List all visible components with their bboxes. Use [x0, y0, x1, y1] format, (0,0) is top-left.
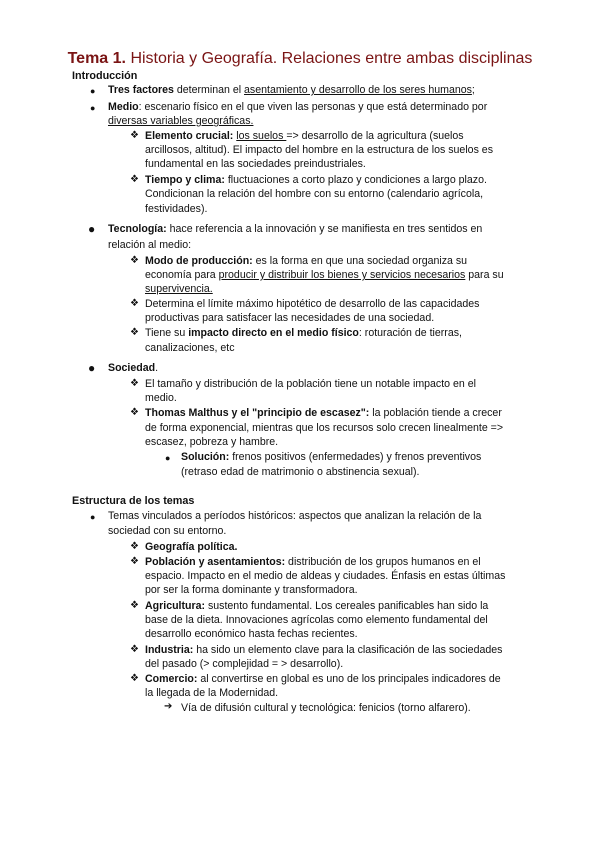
- bullet-diamond: ❖: [130, 644, 139, 655]
- tiempo-line2: Condicionan la relación del hombre con su entorno (calendario agrícola,: [145, 188, 484, 200]
- bold-term: impacto directo en el medio físico: [188, 327, 359, 339]
- tecnologia-line2: relación al medio:: [108, 239, 192, 251]
- text: Tiene su: [145, 327, 189, 339]
- text: .: [155, 362, 159, 374]
- industria-item: [145, 643, 502, 658]
- underlined-text: supervivencia.: [145, 283, 213, 295]
- bullet-diamond: ❖: [130, 541, 139, 552]
- temas-line2: sociedad con su entorno.: [108, 525, 227, 537]
- underlined-text: los suelos: [236, 130, 287, 142]
- poblacion-item: [145, 555, 481, 570]
- bullet-diamond: ❖: [130, 407, 139, 418]
- bullet-diamond: ❖: [130, 130, 139, 141]
- comercio-line2: la llegada de la Modernidad.: [145, 687, 279, 699]
- bold-term: Geografía política.: [145, 541, 238, 553]
- tres-factores-item: [108, 83, 475, 98]
- intro-heading: Introducción: [72, 70, 138, 82]
- agricultura-line2: base de la dieta. Innovaciones agrícolas como elemento fundamental del: [145, 614, 488, 626]
- bold-term: Medio: [108, 101, 139, 113]
- bullet-diamond: ❖: [130, 174, 139, 185]
- text: economía para: [145, 269, 219, 281]
- text: fluctuaciones a corto plazo y condiciones a largo plazo.: [224, 174, 487, 186]
- solucion-item: [181, 450, 481, 465]
- text: sustento fundamental. Los cereales panificables han sido la: [205, 600, 489, 612]
- medio-line2: [108, 114, 253, 129]
- bold-term: Solución:: [181, 451, 230, 463]
- poblacion-line2: espacio. Impacto en el medio de aldeas y ciudades. Énfasis en estas últimas: [145, 570, 506, 582]
- bullet-diamond: ❖: [130, 327, 139, 338]
- tecnologia-item: [108, 222, 482, 237]
- via-item: Vía de difusión cultural y tecnológica: fenicios (torno alfarero).: [181, 702, 471, 714]
- bullet-diamond: ❖: [130, 556, 139, 567]
- modo-item: [145, 254, 467, 269]
- bold-term: Thomas Malthus y el "principio de escasez":: [145, 407, 370, 419]
- comercio-item: [145, 672, 501, 687]
- text: determinan el: [173, 84, 245, 96]
- tiempo-item: [145, 173, 487, 188]
- geografia-item: [145, 540, 237, 555]
- estructura-heading: Estructura de los temas: [72, 495, 195, 507]
- text: para su: [465, 269, 504, 281]
- temas-item: Temas vinculados a períodos históricos: aspectos que analizan la relación de la: [108, 510, 482, 522]
- tamano-line2: medio.: [145, 392, 177, 404]
- bullet-diamond: ❖: [130, 673, 139, 684]
- agricultura-line3: desarrollo económico hasta fechas recientes.: [145, 628, 358, 640]
- elemento-line2: arcillosos, altitud). El impacto del hombre en la estructura de los suelos es: [145, 144, 493, 156]
- title-bold: Tema 1.: [67, 50, 126, 67]
- tamano-item: El tamaño y distribución de la población tiene un notable impacto en el: [145, 378, 476, 390]
- elemento-item: [145, 129, 464, 144]
- text: hace referencia a la innovación y se manifiesta en tres sentidos en: [166, 223, 483, 235]
- tiempo-line3: festividades).: [145, 203, 208, 215]
- underlined-text: diversas variables geográficas.: [108, 115, 254, 127]
- page-title: [0, 50, 600, 68]
- solucion-line2: (retraso edad de matrimonio o abstinencia sexual).: [181, 466, 420, 478]
- bullet-dot: ●: [165, 453, 171, 463]
- title-rest: Historia y Geografía. Relaciones entre ambas disciplinas: [130, 50, 533, 67]
- medio-item: [108, 100, 487, 115]
- bullet-dot: ●: [88, 222, 96, 236]
- bullet-diamond: ❖: [130, 298, 139, 309]
- text: la población tiende a crecer: [369, 407, 502, 419]
- text: al convertirse en global es uno de los principales indicadores de: [197, 673, 501, 685]
- bullet-diamond: ❖: [130, 600, 139, 611]
- bold-term: Comercio:: [145, 673, 198, 685]
- text: : roturación de tierras,: [358, 327, 462, 339]
- elemento-line3: fundamental en las sociedades preindustriales.: [145, 158, 366, 170]
- bold-term: Industria:: [145, 644, 194, 656]
- bullet-diamond: ❖: [130, 378, 139, 389]
- bold-term: Agricultura:: [145, 600, 206, 612]
- text: ;: [471, 84, 475, 96]
- bullet-diamond: ❖: [130, 255, 139, 266]
- agricultura-item: [145, 599, 488, 614]
- bold-term: Modo de producción:: [145, 255, 253, 267]
- underlined-text: asentamiento y desarrollo de los seres humanos: [244, 84, 472, 96]
- text: es la forma en que una sociedad organiza su: [252, 255, 468, 267]
- text: distribución de los grupos humanos en el: [285, 556, 481, 568]
- modo-line2: [145, 268, 504, 283]
- bullet-dot: ●: [90, 512, 96, 522]
- bullet-dot: ●: [90, 103, 96, 113]
- limite-line2: productivas para satisfacer las necesidades de una sociedad.: [145, 312, 435, 324]
- sociedad-item: [108, 361, 158, 376]
- modo-line3: [145, 282, 213, 297]
- bold-term: Sociedad: [108, 362, 156, 374]
- underlined-text: producir y distribuir los bienes y servicios necesarios: [218, 269, 466, 281]
- impacto-item: [145, 326, 462, 341]
- bold-term: Tecnología:: [108, 223, 167, 235]
- bullet-arrow: ➔: [164, 701, 173, 712]
- malthus-line2: de forma exponencial, mientras que los recursos solo crecen linealmente =>: [145, 422, 504, 434]
- bullet-dot: ●: [90, 86, 96, 96]
- bold-term: Población y asentamientos:: [145, 556, 286, 568]
- malthus-line3: escasez, pobreza y hambre.: [145, 436, 279, 448]
- limite-item: Determina el límite máximo hipotético de desarrollo de las capacidades: [145, 298, 480, 310]
- text: : escenario físico en el que viven las personas y que está determinado por: [138, 101, 488, 113]
- text: frenos positivos (enfermedades) y frenos preventivos: [229, 451, 482, 463]
- poblacion-line3: por ser la forma dominante y transformadora.: [145, 584, 358, 596]
- text: ha sido un elemento clave para la clasificación de las sociedades: [193, 644, 503, 656]
- malthus-item: [145, 406, 502, 421]
- text: => desarrollo de la agricultura (suelos: [286, 130, 464, 142]
- bold-term: Tiempo y clima:: [145, 174, 225, 186]
- bold-term: Elemento crucial:: [145, 130, 234, 142]
- impacto-line2: canalizaciones, etc: [145, 342, 235, 354]
- bullet-dot: ●: [88, 361, 96, 375]
- industria-line2: del pasado (> complejidad = > desarrollo).: [145, 658, 344, 670]
- bold-term: Tres factores: [108, 84, 174, 96]
